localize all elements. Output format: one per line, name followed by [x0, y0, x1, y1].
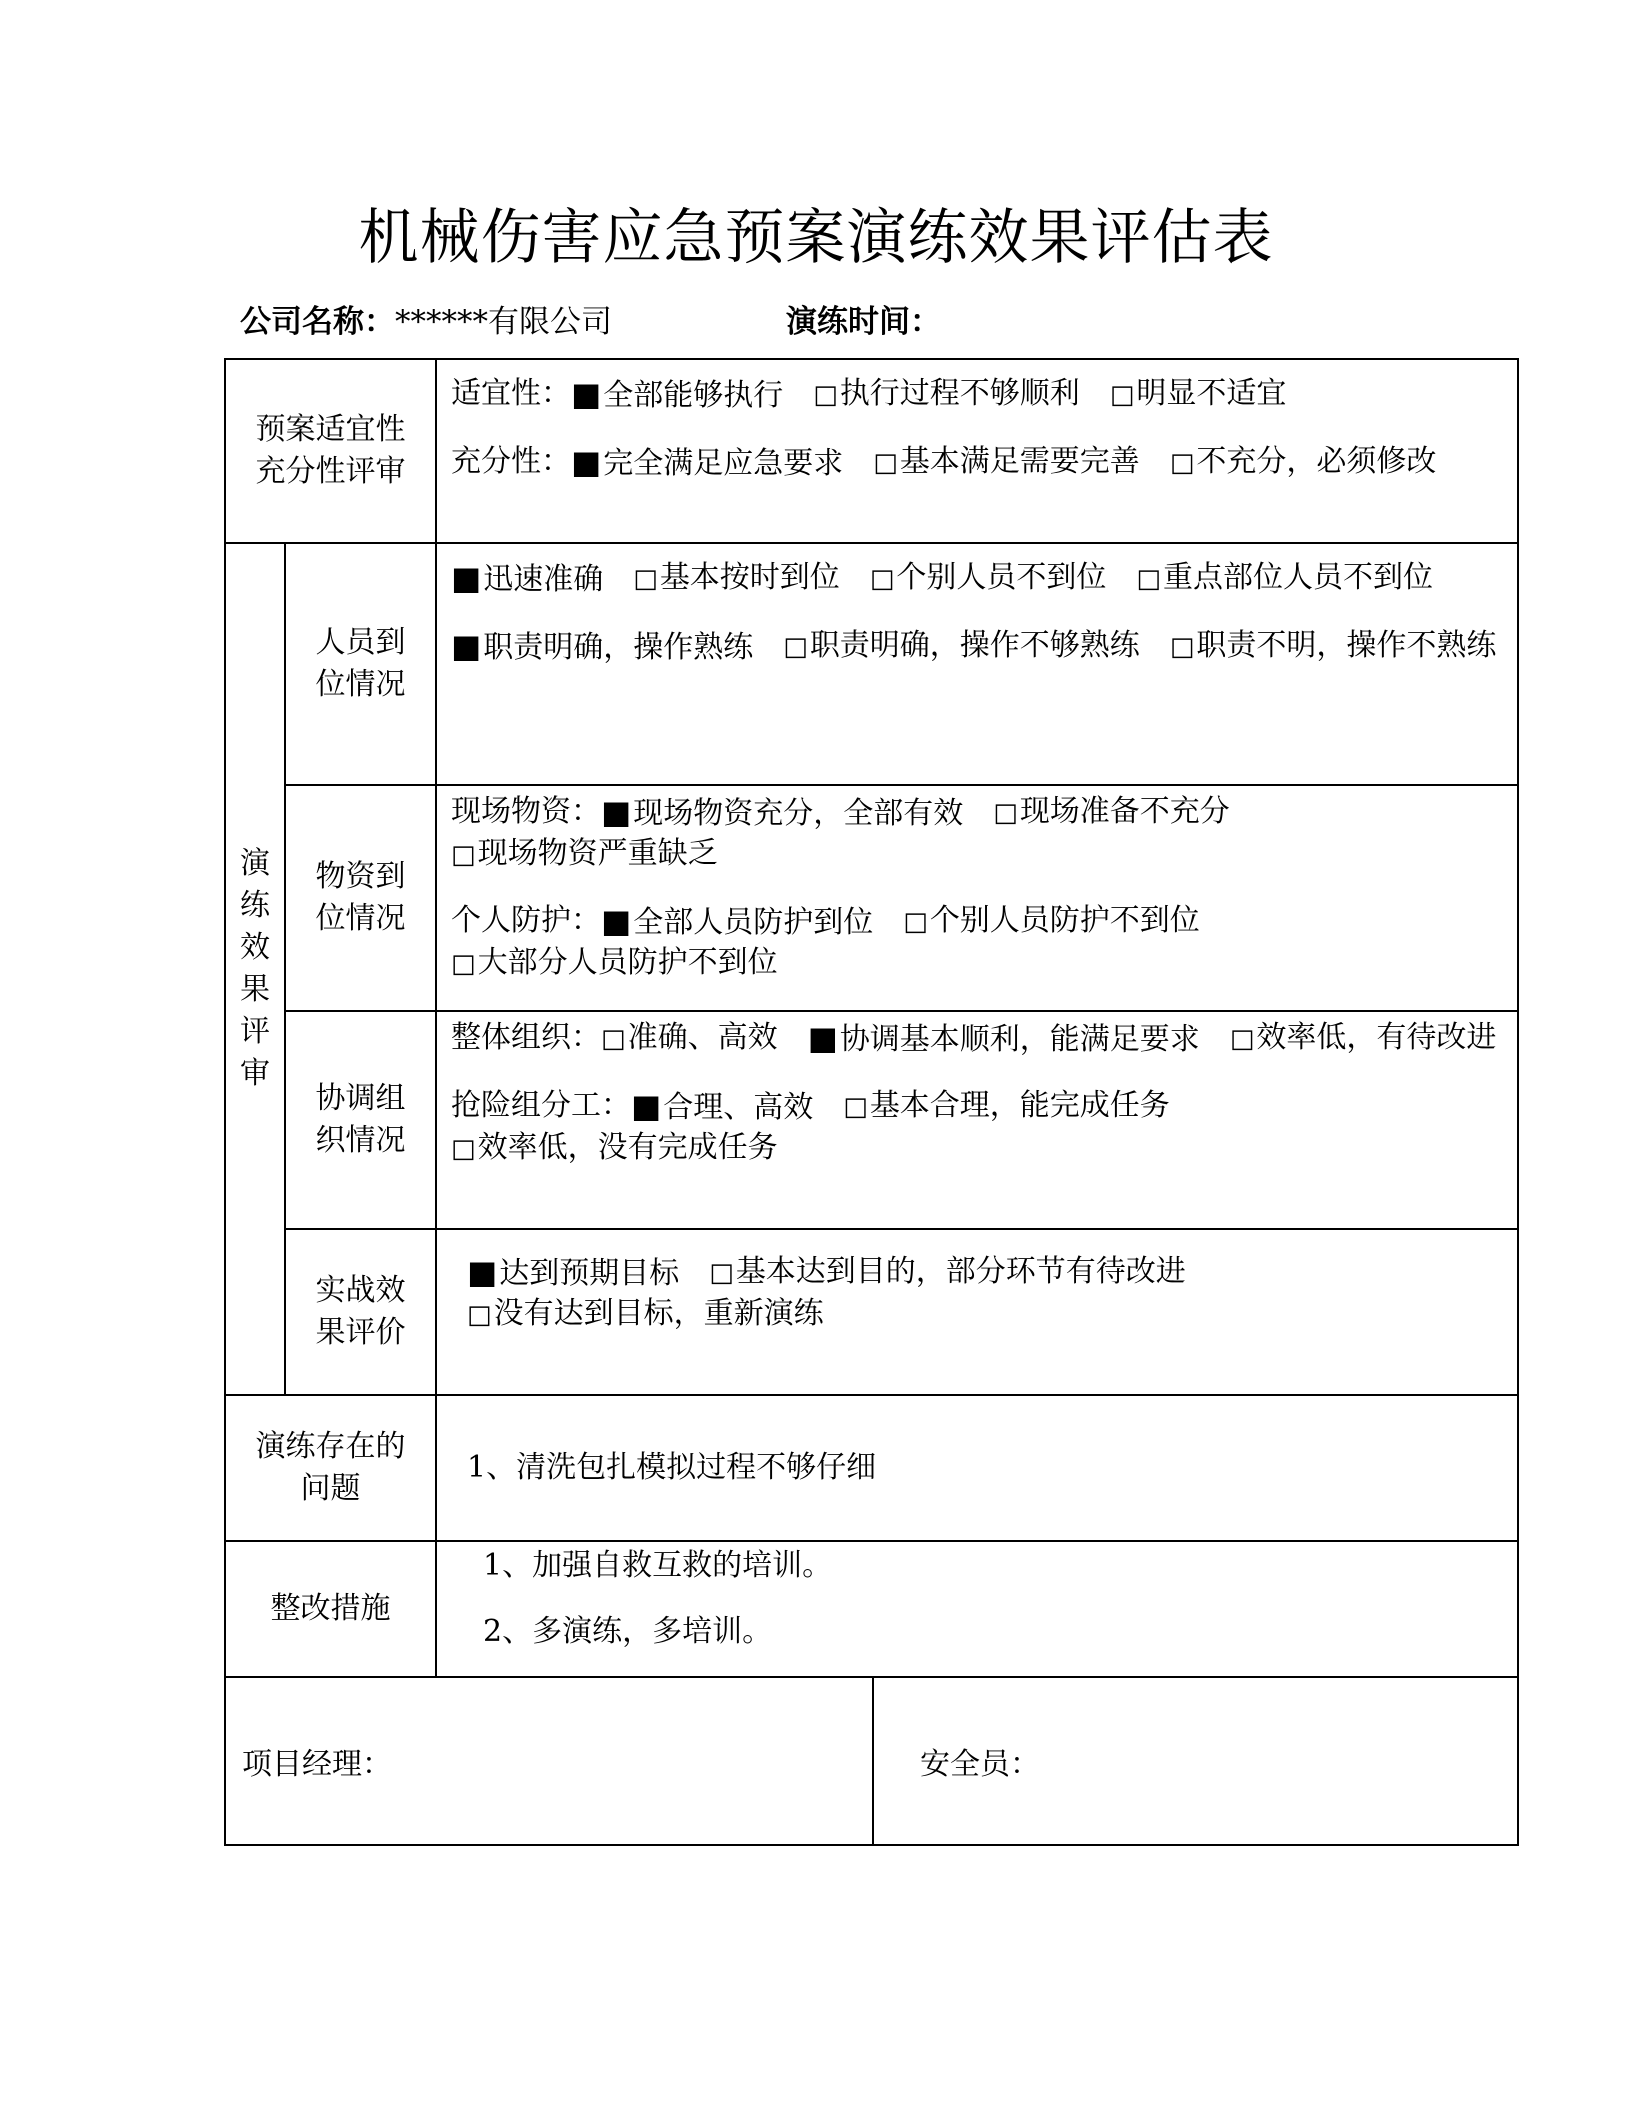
result-label: 实战效果评价	[315, 1273, 406, 1350]
option-line	[451, 442, 1505, 484]
suitability-label-cell	[225, 359, 436, 543]
option-line	[451, 901, 1505, 984]
unchecked-box-icon[interactable]: □	[783, 632, 808, 662]
unchecked-box-icon[interactable]: □	[1136, 564, 1161, 594]
coordination-label-cell	[285, 1011, 436, 1229]
checked-box-icon[interactable]: ■	[807, 1019, 838, 1057]
checkbox-option[interactable]	[808, 1018, 1200, 1060]
checkbox-option-label: 职责明确，操作熟练	[483, 630, 754, 665]
option-line	[451, 792, 1505, 875]
option-line	[451, 374, 1505, 416]
checked-box-icon[interactable]: ■	[467, 1253, 498, 1291]
checked-box-icon[interactable]: ■	[631, 1087, 662, 1125]
checkbox-option[interactable]	[903, 901, 1200, 943]
unchecked-box-icon[interactable]: □	[813, 380, 838, 410]
checkbox-option[interactable]	[1110, 374, 1287, 416]
checkbox-option[interactable]	[843, 1086, 1170, 1128]
checkbox-option-label: 达到预期目标	[499, 1256, 680, 1291]
safety-officer-label: 安全员：	[920, 1747, 1040, 1782]
checkbox-option[interactable]	[601, 792, 963, 834]
checkbox-option-label: 职责不明，操作不熟练	[1196, 628, 1497, 663]
result-options	[436, 1229, 1518, 1395]
unchecked-box-icon[interactable]: □	[601, 1024, 626, 1054]
option-group-label: 整体组织：	[451, 1020, 601, 1055]
checkbox-option-label: 现场物资充分，全部有效	[633, 796, 964, 831]
option-line	[467, 1252, 1505, 1335]
unchecked-box-icon[interactable]: □	[1169, 632, 1195, 662]
company-label: 公司名称：	[240, 304, 395, 340]
checkbox-option-label: 职责明确，操作不够熟练	[809, 628, 1140, 663]
unchecked-box-icon[interactable]: □	[451, 949, 476, 979]
checked-box-icon[interactable]: ■	[451, 559, 482, 597]
effect-row-result	[225, 1229, 1518, 1395]
checkbox-option-label: 全部人员防护到位	[633, 905, 874, 940]
checkbox-option[interactable]	[631, 1086, 813, 1128]
checkbox-option-label: 合理、高效	[663, 1090, 814, 1125]
checkbox-option[interactable]	[873, 442, 1140, 484]
checkbox-option-label: 现场准备不充分	[1019, 794, 1230, 829]
drill-time-field	[786, 296, 941, 341]
problems-label: 演练存在的问题	[255, 1429, 406, 1506]
unchecked-box-icon[interactable]: □	[1229, 1024, 1255, 1054]
checkbox-option[interactable]	[870, 558, 1107, 600]
effect-label: 演练效果评审	[240, 846, 270, 1091]
evaluation-table	[224, 358, 1519, 1846]
option-line	[451, 1018, 1505, 1060]
coordination-label: 协调组织情况	[315, 1081, 406, 1158]
checkbox-option-label: 明显不适宜	[1136, 376, 1287, 411]
option-group-label: 抢险组分工：	[451, 1088, 631, 1123]
materials-options	[436, 785, 1518, 1011]
manager-signoff-cell	[225, 1677, 873, 1845]
checked-box-icon[interactable]: ■	[601, 793, 632, 831]
checked-box-icon[interactable]: ■	[601, 902, 632, 940]
checkbox-option[interactable]	[633, 558, 840, 600]
measure-item: 2、多演练，多培训。	[483, 1614, 773, 1649]
personnel-label-cell	[285, 543, 436, 785]
option-group-label: 充分性：	[451, 444, 571, 479]
company-field	[240, 296, 612, 341]
suitability-label: 预案适宜性充分性评审	[255, 412, 406, 489]
checkbox-option[interactable]	[601, 1018, 778, 1060]
checkbox-option-label: 效率低，有待改进	[1256, 1020, 1497, 1055]
checkbox-option[interactable]	[451, 834, 718, 875]
checkbox-option-label: 没有达到目标，重新演练	[493, 1296, 824, 1331]
suitability-row	[225, 359, 1518, 543]
personnel-label: 人员到位情况	[315, 625, 406, 702]
problem-item: 1、清洗包扎模拟过程不够仔细	[467, 1450, 877, 1485]
checkbox-option-label: 完全满足应急要求	[603, 446, 844, 481]
checkbox-option-label: 基本达到目的，部分环节有待改进	[735, 1254, 1186, 1289]
unchecked-box-icon[interactable]: □	[633, 564, 658, 594]
checkbox-option-label: 基本满足需要完善	[899, 444, 1140, 479]
checked-box-icon[interactable]: ■	[571, 375, 602, 413]
safety-signoff-cell	[873, 1677, 1518, 1845]
measures-content	[436, 1541, 1518, 1677]
personnel-options	[436, 543, 1518, 785]
checkbox-option-label: 大部分人员防护不到位	[477, 945, 778, 980]
checkbox-option-label: 全部能够执行	[603, 378, 784, 413]
checkbox-option[interactable]	[451, 943, 778, 984]
measures-row	[225, 1541, 1518, 1677]
materials-label-cell	[285, 785, 436, 1011]
effect-row-personnel	[225, 543, 1518, 785]
option-group-label: 适宜性：	[451, 376, 571, 411]
checkbox-option[interactable]	[451, 626, 753, 668]
option-line	[451, 626, 1505, 668]
manager-label: 项目经理：	[242, 1747, 392, 1782]
measures-label: 整改措施	[270, 1591, 391, 1626]
checked-box-icon[interactable]: ■	[571, 443, 602, 481]
drill-time-label: 演练时间：	[786, 304, 941, 340]
unchecked-box-icon[interactable]: □	[843, 1092, 868, 1122]
checkbox-option-label: 重点部位人员不到位	[1162, 560, 1433, 595]
checkbox-option[interactable]	[1230, 1018, 1497, 1060]
company-value: ******有限公司	[395, 304, 612, 340]
unchecked-box-icon[interactable]: □	[467, 1300, 492, 1330]
checkbox-option[interactable]	[1170, 442, 1437, 484]
problems-content	[436, 1395, 1518, 1541]
unchecked-box-icon[interactable]: □	[451, 840, 476, 870]
unchecked-box-icon[interactable]: □	[451, 1134, 476, 1164]
checkbox-option[interactable]	[993, 792, 1230, 834]
signoff-row	[225, 1677, 1518, 1845]
coordination-options	[436, 1011, 1518, 1229]
page-title: 机械伤害应急预案演练效果评估表	[358, 203, 1274, 273]
effect-label-cell	[225, 543, 285, 1395]
option-line	[451, 558, 1505, 600]
unchecked-box-icon[interactable]: □	[709, 1258, 734, 1288]
checkbox-option[interactable]	[1136, 558, 1433, 600]
option-line	[451, 1086, 1505, 1169]
option-group-label: 现场物资：	[451, 794, 601, 829]
checkbox-option[interactable]	[571, 374, 783, 416]
unchecked-box-icon[interactable]: □	[1109, 380, 1135, 410]
unchecked-box-icon[interactable]: □	[1169, 448, 1195, 478]
checkbox-option-label: 基本按时到位	[659, 560, 840, 595]
effect-row-coordination	[225, 1011, 1518, 1229]
checkbox-option-label: 个别人员不到位	[896, 560, 1107, 595]
checkbox-option-label: 现场物资严重缺乏	[477, 836, 718, 871]
unchecked-box-icon[interactable]: □	[873, 448, 898, 478]
materials-label: 物资到位情况	[315, 859, 406, 936]
measure-item: 1、加强自救互救的培训。	[483, 1548, 833, 1583]
problems-row	[225, 1395, 1518, 1541]
checkbox-option[interactable]	[783, 626, 1140, 668]
checkbox-option[interactable]	[601, 901, 873, 943]
checkbox-option[interactable]	[571, 442, 843, 484]
checkbox-option[interactable]	[813, 374, 1080, 416]
suitability-options	[436, 359, 1518, 543]
checkbox-option-label: 不充分，必须修改	[1196, 444, 1437, 479]
checkbox-option[interactable]	[451, 558, 603, 600]
measures-label-cell	[225, 1541, 436, 1677]
checkbox-option-label: 准确、高效	[627, 1020, 778, 1055]
checkbox-option-label: 个别人员防护不到位	[929, 903, 1200, 938]
checked-box-icon[interactable]: ■	[451, 627, 482, 665]
result-label-cell	[285, 1229, 436, 1395]
problems-label-cell	[225, 1395, 436, 1541]
checkbox-option[interactable]	[467, 1252, 679, 1294]
checkbox-option[interactable]	[451, 1128, 778, 1169]
unchecked-box-icon[interactable]: □	[869, 564, 895, 594]
option-group-label: 个人防护：	[451, 903, 601, 938]
unchecked-box-icon[interactable]: □	[903, 907, 928, 937]
effect-row-materials	[225, 785, 1518, 1011]
checkbox-option-label: 执行过程不够顺利	[839, 376, 1080, 411]
checkbox-option-label: 效率低，没有完成任务	[477, 1130, 778, 1165]
checkbox-option[interactable]	[709, 1252, 1186, 1294]
checkbox-option-label: 迅速准确	[483, 562, 604, 597]
checkbox-option[interactable]	[467, 1294, 824, 1335]
checkbox-option[interactable]	[1170, 626, 1497, 668]
checkbox-option-label: 协调基本顺利，能满足要求	[839, 1022, 1200, 1057]
checkbox-option-label: 基本合理，能完成任务	[869, 1088, 1170, 1123]
unchecked-box-icon[interactable]: □	[993, 798, 1018, 828]
